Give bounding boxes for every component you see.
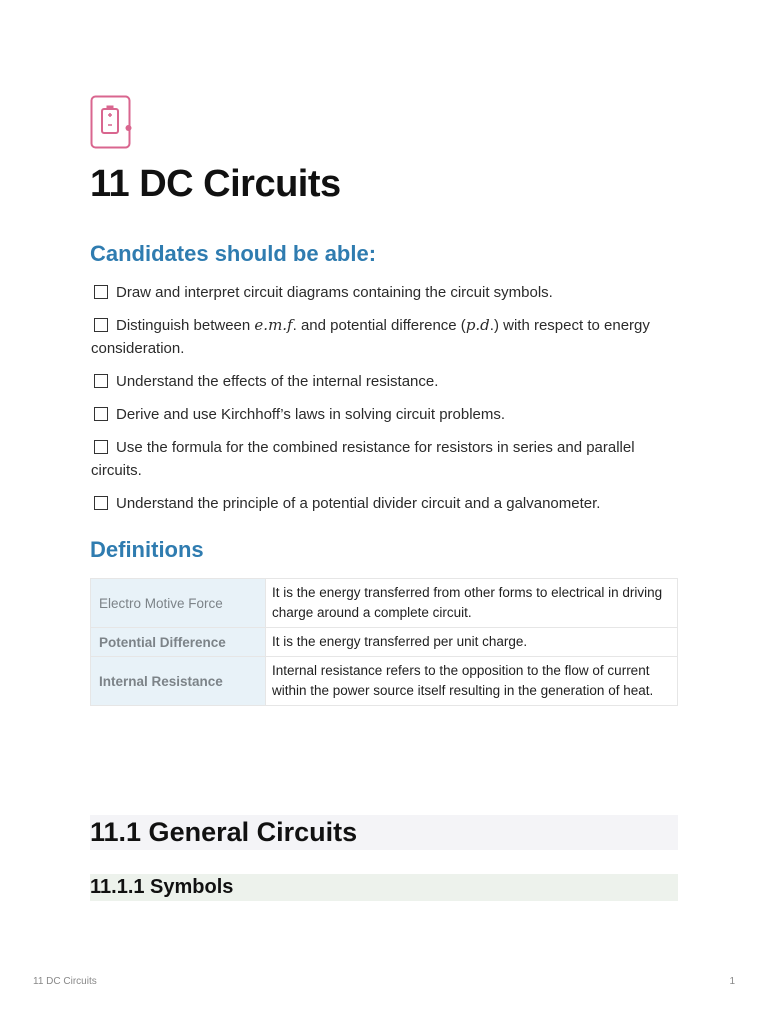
table-row bbox=[91, 579, 678, 628]
todo-text: Understand the principle of a potential divider circuit and a galvanometer. bbox=[116, 495, 601, 512]
definitions-heading: Definitions bbox=[90, 537, 204, 562]
term-cell: Electro Motive Force bbox=[91, 579, 266, 628]
checkbox[interactable] bbox=[94, 285, 108, 299]
objectives-checklist bbox=[91, 281, 683, 525]
todo-item bbox=[91, 403, 683, 426]
definition-cell: Internal resistance refers to the opposition to the flow of current within the power source itself resulting in the generation of heat. bbox=[266, 657, 678, 706]
todo-text: Draw and interpret circuit diagrams containing the circuit symbols. bbox=[116, 284, 553, 301]
term-cell: Potential Difference bbox=[91, 628, 266, 657]
todo-text-pre: Distinguish between bbox=[116, 317, 255, 334]
checkbox[interactable] bbox=[94, 407, 108, 421]
todo-text: Derive and use Kirchhoff’s laws in solving circuit problems. bbox=[116, 406, 506, 423]
page-number: 1 bbox=[729, 976, 735, 987]
todo-item bbox=[91, 436, 683, 482]
definition-cell: It is the energy transferred from other forms to electrical in driving charge around a complete circuit. bbox=[266, 579, 678, 628]
battery-icon bbox=[90, 95, 132, 149]
todo-item bbox=[91, 492, 683, 515]
objectives-heading: Candidates should be able: bbox=[90, 241, 377, 266]
table-row bbox=[91, 628, 678, 657]
todo-text: Use the formula for the combined resistance for resistors in series and parallel circuits. bbox=[91, 439, 635, 479]
todo-item bbox=[91, 370, 683, 393]
definition-cell: It is the energy transferred per unit charge. bbox=[266, 628, 678, 657]
todo-text-mid: . and potential difference ( bbox=[292, 317, 466, 334]
checkbox[interactable] bbox=[94, 496, 108, 510]
page-title: 11 DC Circuits bbox=[90, 163, 341, 205]
footer-title: 11 DC Circuits bbox=[33, 976, 97, 987]
todo-item bbox=[91, 314, 683, 360]
todo-item bbox=[91, 281, 683, 304]
math-pd: p.d bbox=[465, 316, 490, 334]
checkbox[interactable] bbox=[94, 440, 108, 454]
subsection-heading: 11.1.1 Symbols bbox=[90, 874, 678, 901]
todo-text: Understand the effects of the internal resistance. bbox=[116, 373, 439, 390]
term-cell: Internal Resistance bbox=[91, 657, 266, 706]
todo-text-post: .) with respect to energy consideration. bbox=[91, 317, 650, 357]
section-heading: 11.1 General Circuits bbox=[90, 815, 678, 850]
checkbox[interactable] bbox=[94, 374, 108, 388]
definitions-table bbox=[90, 578, 678, 706]
checkbox[interactable] bbox=[94, 318, 108, 332]
table-row bbox=[91, 657, 678, 706]
math-emf: e.m.f bbox=[254, 316, 293, 334]
